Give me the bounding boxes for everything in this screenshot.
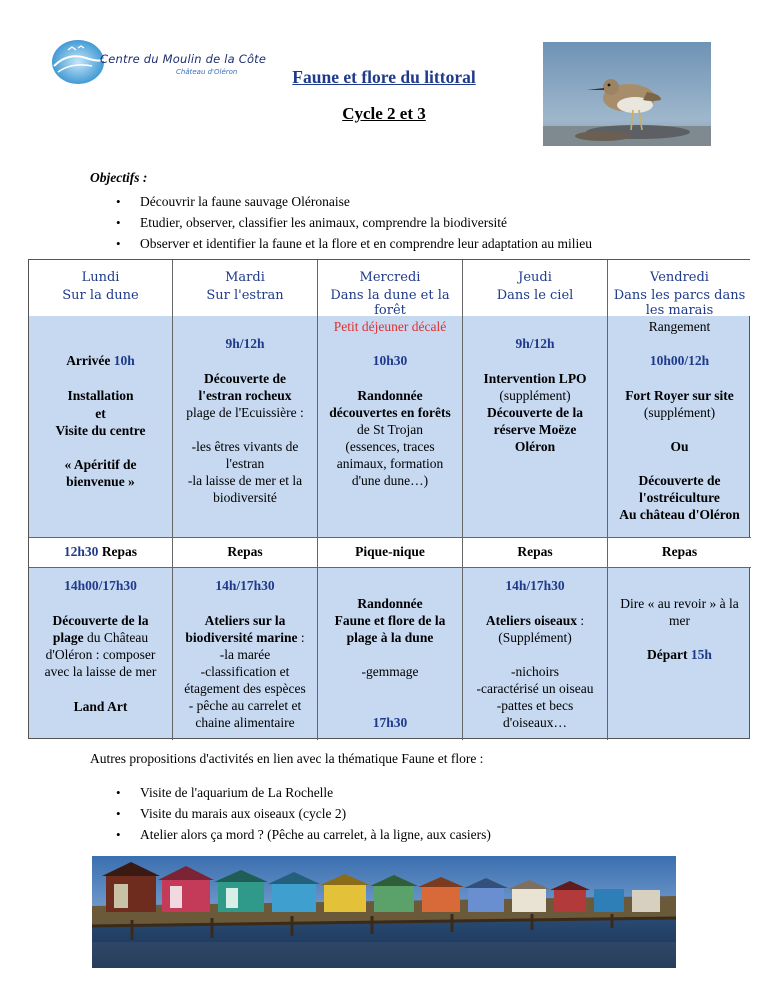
activity-line: -caractérisé un oiseau (476, 681, 594, 696)
afternoon-time: 14h/17h30 (215, 578, 275, 593)
day-label: Lundi (81, 270, 120, 285)
activity-line: -classification et (200, 664, 290, 679)
activity-line: d'une dune…) (351, 473, 429, 488)
list-item: • Visite de l'aquarium de La Rochelle (116, 782, 491, 803)
activity-line: Oléron (514, 439, 556, 454)
breakfast-note: Petit déjeuner décalé (333, 319, 447, 334)
logo (48, 38, 267, 88)
activity-line: avec la laisse de mer (44, 664, 157, 679)
arrival: Arrivée 10h (66, 353, 135, 368)
activity-line: Randonnée (357, 596, 423, 611)
activity-line: Ou (670, 439, 689, 454)
list-item: • Etudier, observer, classifier les animaux, comprendre la biodiversité (116, 212, 592, 233)
activity-line: l'ostréiculture (639, 490, 720, 505)
activity-line: Ateliers oiseaux : (485, 613, 585, 628)
activity-line: d'oiseaux… (503, 715, 567, 730)
activity-line: (supplément) (499, 388, 571, 403)
day-place: Dans les parcs dans (613, 288, 746, 303)
afternoon-time: 14h/17h30 (505, 578, 565, 593)
day-place: Dans la dune et la (330, 288, 450, 303)
other-activities-label: Autres propositions d'activités en lien avec la thématique Faune et flore : (90, 751, 484, 766)
page-title: Faune et flore du littoral (292, 67, 476, 87)
day-place: Sur l'estran (206, 288, 284, 303)
column-jeudi (463, 260, 607, 740)
morning-time: 9h/12h (225, 336, 265, 351)
activity-line: Dire « au revoir » à la (620, 596, 739, 611)
activity-line: l'estran rocheux (198, 388, 292, 403)
activity-line: Faune et flore de la (334, 613, 446, 628)
activity-line: Découverte de (203, 371, 287, 386)
activity-line: Au château d'Oléron (619, 507, 740, 522)
activity-line: plage de l'Ecuissière : (186, 405, 304, 420)
other-activities-list (116, 782, 491, 845)
activity-line: biodiversité (213, 490, 277, 505)
activity-line: (supplément) (643, 405, 716, 420)
activity-line: découvertes en forêts (329, 405, 451, 420)
day-label: Vendredi (650, 270, 709, 285)
activity-line: -la laisse de mer et la (187, 473, 303, 488)
column-mardi (173, 260, 317, 740)
day-label: Mercredi (359, 270, 421, 285)
activity-line: Visite du centre (55, 423, 146, 438)
activity-line: Découverte de la (487, 405, 583, 420)
activity-line: -nichoirs (511, 664, 559, 679)
activity-line: et (95, 406, 106, 421)
meal-cell: Repas (517, 544, 553, 559)
activity-line: Découverte de la (52, 613, 149, 628)
activity-line: Intervention LPO (483, 371, 587, 386)
activity-line: plage à la dune (346, 630, 434, 645)
activity-line: d'Oléron : composer (45, 647, 156, 662)
activity-line: Randonnée (357, 388, 423, 403)
oyster-huts-photo (92, 856, 676, 968)
departure: Départ 15h (647, 647, 712, 662)
activity-line: Découverte de (638, 473, 721, 488)
activity-line: -pattes et becs (496, 698, 574, 713)
activity-line: étagement des espèces (184, 681, 306, 696)
activity-line: Land Art (73, 699, 128, 714)
morning-time: 10h00/12h (649, 353, 710, 368)
activity-line: -les êtres vivants de (191, 439, 299, 454)
day-label: Jeudi (518, 270, 552, 285)
schedule-table (28, 259, 750, 739)
end-time: 17h30 (372, 715, 408, 730)
tidy-note: Rangement (648, 319, 711, 334)
day-place: les marais (645, 303, 714, 318)
activity-line: Fort Royer sur site (625, 388, 734, 403)
logo-name: Centre du Moulin de la Côte (100, 52, 267, 66)
activity-line: (Supplément) (498, 630, 572, 645)
activity-line: animaux, formation (336, 456, 444, 471)
activity-line: Ateliers sur la (204, 613, 286, 628)
day-label: Mardi (225, 270, 265, 285)
activity-line: « Apéritif de (64, 457, 137, 472)
day-place: forêt (374, 303, 406, 318)
logo-subtitle: Château d'Oléron (176, 68, 238, 76)
objectives-list (116, 191, 592, 254)
activity-line: -la marée (219, 647, 271, 662)
activity-line: -gemmage (361, 664, 419, 679)
sandpiper-photo (543, 42, 711, 146)
morning-time: 10h30 (372, 353, 408, 368)
activity-line: l'estran (225, 456, 265, 471)
activity-line: de St Trojan (356, 422, 424, 437)
column-lundi (29, 260, 172, 740)
activity-line: réserve Moëze (493, 422, 577, 437)
afternoon-time: 14h00/17h30 (64, 578, 137, 593)
activity-line: - pêche au carrelet et (188, 698, 302, 713)
activity-line: Installation (67, 388, 134, 403)
activity-line: bienvenue » (66, 474, 135, 489)
page-subtitle: Cycle 2 et 3 (342, 104, 426, 123)
morning-time: 9h/12h (515, 336, 555, 351)
list-item: • Atelier alors ça mord ? (Pêche au carrelet, à la ligne, aux casiers) (116, 824, 491, 845)
activity-line: mer (669, 613, 690, 628)
column-mercredi (318, 260, 462, 740)
activity-line: (essences, traces (345, 439, 435, 454)
activity-line: plage du Château (52, 630, 149, 645)
meal-cell: Repas (661, 544, 698, 559)
list-item: • Visite du marais aux oiseaux (cycle 2) (116, 803, 491, 824)
column-vendredi (608, 260, 751, 740)
list-item: • Découvrir la faune sauvage Oléronaise (116, 191, 592, 212)
list-item: • Observer et identifier la faune et la flore et en comprendre leur adaptation au milieu (116, 233, 592, 254)
objectives-label: Objectifs : (90, 170, 148, 185)
activity-line: biodiversité marine : (185, 630, 305, 645)
day-place: Dans le ciel (496, 288, 574, 303)
day-place: Sur la dune (62, 288, 139, 303)
meal-cell: Repas (227, 544, 263, 559)
meal-cell: Pique-nique (355, 544, 425, 559)
meal-cell: 12h30 Repas (63, 544, 138, 559)
activity-line: chaine alimentaire (195, 715, 295, 730)
